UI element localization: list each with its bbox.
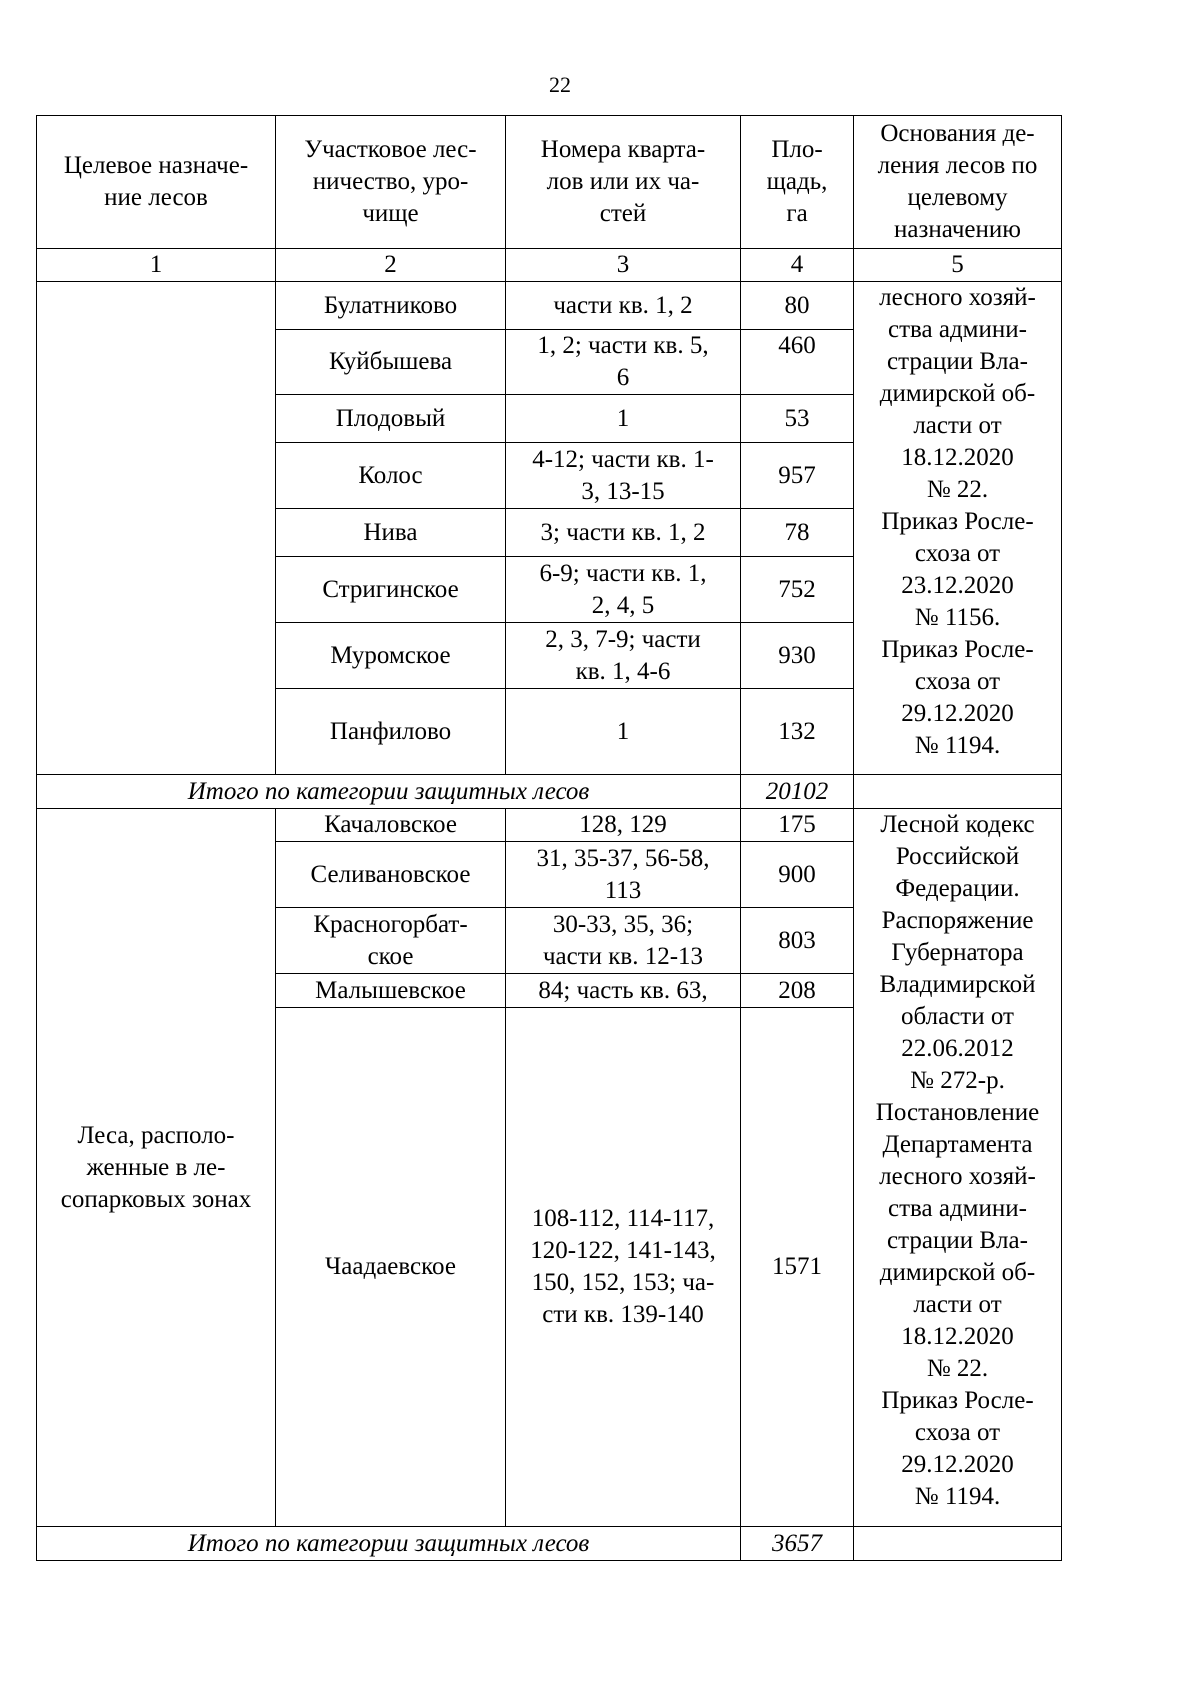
total-label: Итого по категории защитных лесов <box>37 775 741 809</box>
total-value: 3657 <box>741 1527 854 1561</box>
area-cell: 78 <box>741 509 854 557</box>
table-row <box>37 282 1062 330</box>
table-row <box>37 809 1062 842</box>
area-cell: 80 <box>741 282 854 330</box>
total-row <box>37 775 1062 809</box>
purpose-cell <box>37 282 276 775</box>
column-number: 4 <box>741 249 854 282</box>
forestry-cell: Муромское <box>276 623 506 689</box>
empty-cell <box>854 775 1062 809</box>
forestry-cell: Селивановское <box>276 842 506 908</box>
total-label: Итого по категории защитных лесов <box>37 1527 741 1561</box>
header-area: Пло- щадь, га <box>741 116 854 249</box>
area-cell: 752 <box>741 557 854 623</box>
quarters-cell: 1 <box>506 395 741 443</box>
quarters-cell: 1, 2; части кв. 5, 6 <box>506 330 741 395</box>
header-purpose: Целевое назначе- ние лесов <box>37 116 276 249</box>
total-value: 20102 <box>741 775 854 809</box>
forestry-cell: Красногорбат- ское <box>276 908 506 974</box>
quarters-cell: 128, 129 <box>506 809 741 842</box>
area-cell: 803 <box>741 908 854 974</box>
quarters-cell: 108-112, 114-117, 120-122, 141-143, 150, 152, 153; ча- сти кв. 139-140 <box>506 1008 741 1527</box>
area-cell: 132 <box>741 689 854 775</box>
empty-cell <box>854 1527 1062 1561</box>
column-number-row <box>37 249 1062 282</box>
area-cell: 460 <box>741 330 854 395</box>
column-number: 2 <box>276 249 506 282</box>
header-basis: Основания де- ления лесов по целевому назначению <box>854 116 1062 249</box>
quarters-cell: 30-33, 35, 36; части кв. 12-13 <box>506 908 741 974</box>
column-number: 5 <box>854 249 1062 282</box>
area-cell: 1571 <box>741 1008 854 1527</box>
forestry-cell: Малышевское <box>276 974 506 1008</box>
header-quarters: Номера кварта- лов или их ча- стей <box>506 116 741 249</box>
quarters-cell: части кв. 1, 2 <box>506 282 741 330</box>
forestry-cell: Куйбышева <box>276 330 506 395</box>
forestry-cell: Колос <box>276 443 506 509</box>
forestry-cell: Качаловское <box>276 809 506 842</box>
forestry-cell: Нива <box>276 509 506 557</box>
forestry-cell: Булатниково <box>276 282 506 330</box>
total-row <box>37 1527 1062 1561</box>
purpose-cell: Леса, располо- женные в ле- сопарковых зонах <box>37 809 276 1527</box>
quarters-cell: 2, 3, 7-9; части кв. 1, 4-6 <box>506 623 741 689</box>
table-header-row <box>37 116 1062 249</box>
quarters-cell: 4-12; части кв. 1- 3, 13-15 <box>506 443 741 509</box>
forestry-cell: Панфилово <box>276 689 506 775</box>
forestry-cell: Стригинское <box>276 557 506 623</box>
basis-cell: лесного хозяй- ства админи- страции Вла- димирской об- ласти от 18.12.2020 № 22. Приказ Росле- схоза от 23.12.2020 № 1156. Приказ Росле- схоза от 29.12.2020 № 1194. <box>854 282 1062 775</box>
quarters-cell: 6-9; части кв. 1, 2, 4, 5 <box>506 557 741 623</box>
basis-cell: Лесной кодекс Российской Федерации. Распоряжение Губернатора Владимирской области от 22.06.2012 № 272-р. Постановление Департамента лесного хозяй- ства админи- страции Вла- димирской об- ласти от 18.12.2020 № 22. Приказ Росле- схоза от 29.12.2020 № 1194. <box>854 809 1062 1527</box>
forestry-cell: Плодовый <box>276 395 506 443</box>
quarters-cell: 3; части кв. 1, 2 <box>506 509 741 557</box>
area-cell: 930 <box>741 623 854 689</box>
page-number: 22 <box>549 72 571 97</box>
area-cell: 208 <box>741 974 854 1008</box>
header-forestry: Участковое лес- ничество, уро- чище <box>276 116 506 249</box>
forestry-cell: Чаадаевское <box>276 1008 506 1527</box>
area-cell: 900 <box>741 842 854 908</box>
quarters-cell: 31, 35-37, 56-58, 113 <box>506 842 741 908</box>
area-cell: 53 <box>741 395 854 443</box>
column-number: 3 <box>506 249 741 282</box>
area-cell: 175 <box>741 809 854 842</box>
quarters-cell: 1 <box>506 689 741 775</box>
quarters-cell: 84; часть кв. 63, <box>506 974 741 1008</box>
area-cell: 957 <box>741 443 854 509</box>
forest-purpose-table <box>36 115 1062 1561</box>
column-number: 1 <box>37 249 276 282</box>
